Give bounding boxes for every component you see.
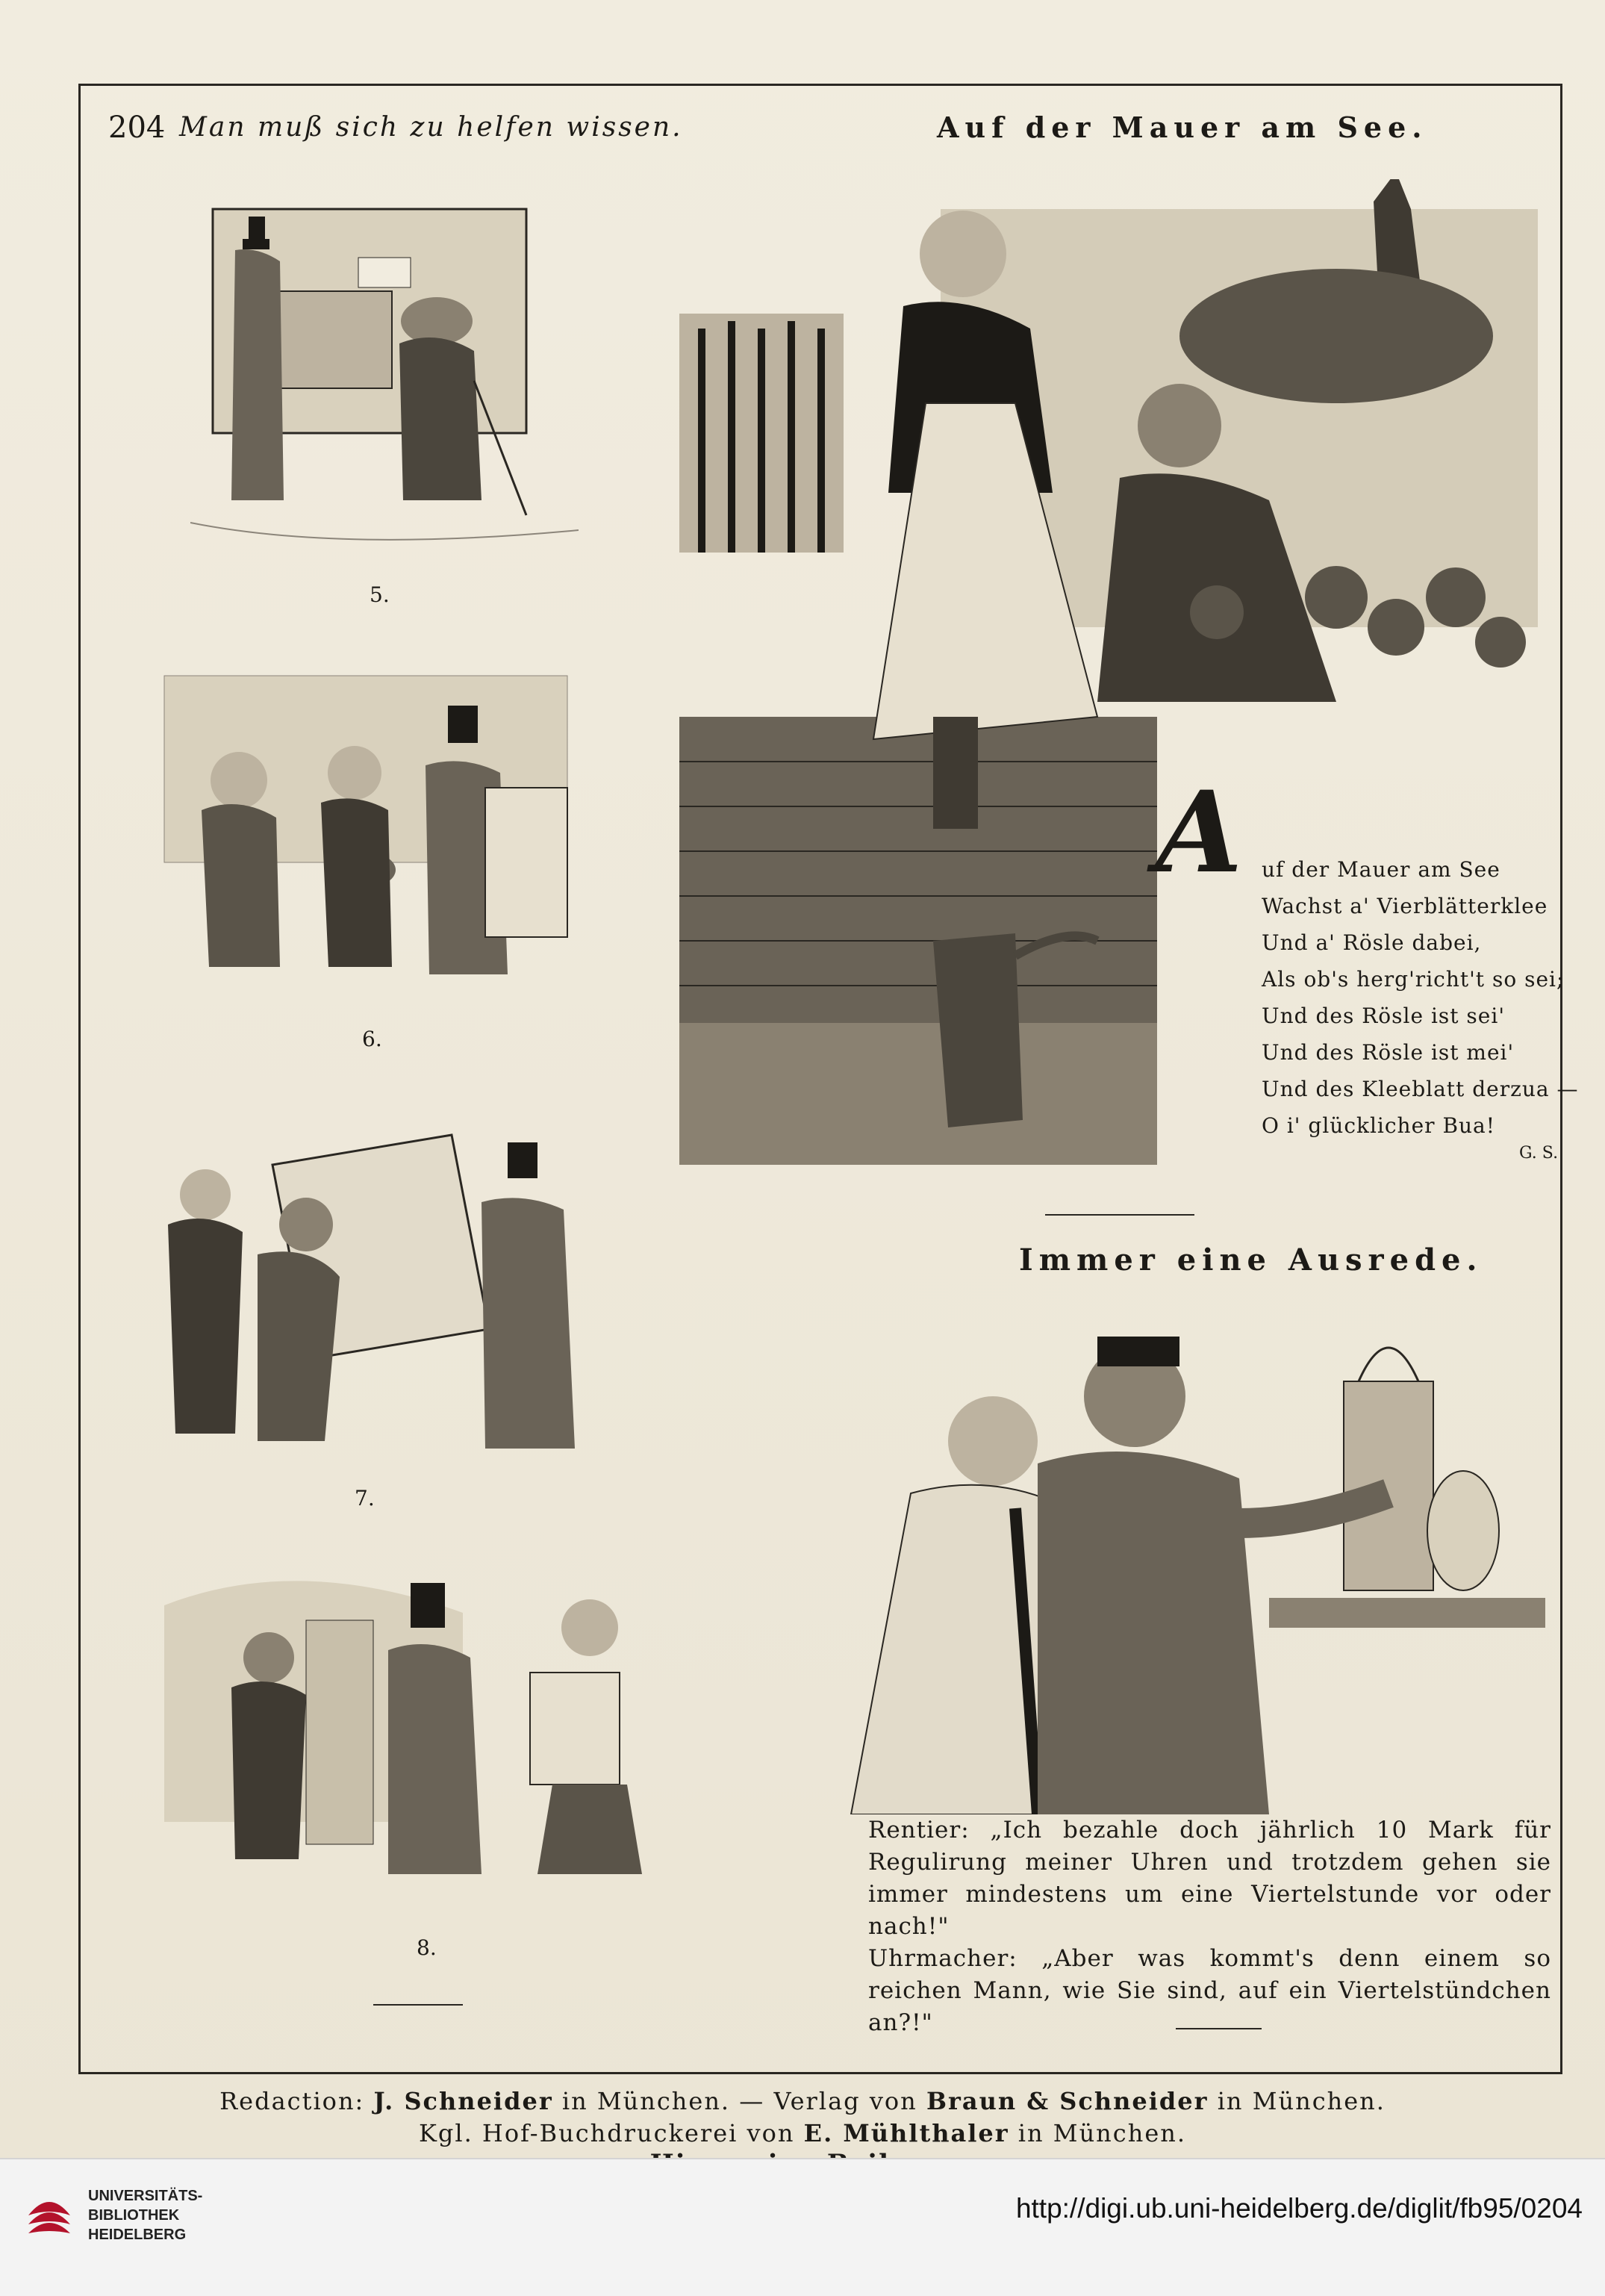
panel-5-caption: 5. (370, 582, 390, 607)
library-name: UNIVERSITÄTS- BIBLIOTHEK HEIDELBERG (88, 2188, 203, 2243)
poem-line: Und des Rösle ist mei' (1262, 1040, 1515, 1065)
dialog-uhrmacher: Uhrmacher: „Aber was kommt's denn einem so reichen Mann, wie Sie sind, auf ein Viertelstündchen an?!" (868, 1945, 1551, 2036)
footer-redaction-line: Redaction: J. Schneider in München. — Verlag von Braun & Schneider in München. (219, 2087, 1386, 2115)
poem-drop-cap: A (1156, 767, 1243, 898)
poem-line: O i' glücklicher Bua! (1262, 1113, 1496, 1138)
divider (373, 2004, 463, 2006)
poem-title: Auf der Mauer am See. (937, 111, 1428, 144)
cartoon-panel-6 (157, 668, 575, 1008)
divider (1045, 1214, 1194, 1216)
cartoon-series-title: Man muß sich zu helfen wissen. (179, 112, 683, 143)
poem-signature: G. S. (1519, 1144, 1559, 1163)
library-bottom-bar (0, 2158, 1605, 2296)
cartoon-title: Immer eine Ausrede. (1019, 1242, 1483, 1278)
page-number: 204 (108, 111, 166, 145)
cartoon-panel-5 (190, 202, 579, 567)
dialog-rentier: Rentier: „Ich bezahle doch jährlich 10 Mark für Regulirung meiner Uhren und trotzdem gehen sie immer mindestens um eine Viertelstunde vor oder nach!" (868, 1817, 1551, 1940)
poem-line: Als ob's herg'richt't so sei; (1262, 967, 1565, 992)
poem-line: Wachst a' Vierblätterklee (1262, 894, 1548, 918)
illustration-watchmaker-scene (821, 1299, 1545, 1814)
panel-8-caption: 8. (417, 1935, 437, 1960)
poem-line: Und des Kleeblatt derzua — (1262, 1077, 1579, 1101)
poem-text (1262, 851, 1578, 1144)
university-library-logo-icon (22, 2185, 76, 2239)
poem-line: Und des Rösle ist sei' (1262, 1004, 1506, 1028)
poem-line: uf der Mauer am See (1262, 857, 1500, 882)
digital-library-url-link[interactable]: http://digi.ub.uni-heidelberg.de/diglit/fb95/0204 (1015, 2193, 1583, 2224)
cartoon-panel-7 (138, 1120, 601, 1467)
panel-7-caption: 7. (355, 1486, 375, 1511)
divider (1176, 2028, 1262, 2029)
panel-6-caption: 6. (362, 1027, 382, 1051)
footer-printer-line: Kgl. Hof-Buchdruckerei von E. Mühlthaler in München. (418, 2119, 1187, 2147)
cartoon-dialog (808, 1814, 1551, 2039)
poem-line: Und a' Rösle dabei, (1262, 930, 1482, 955)
cartoon-panel-8 (149, 1561, 754, 1900)
